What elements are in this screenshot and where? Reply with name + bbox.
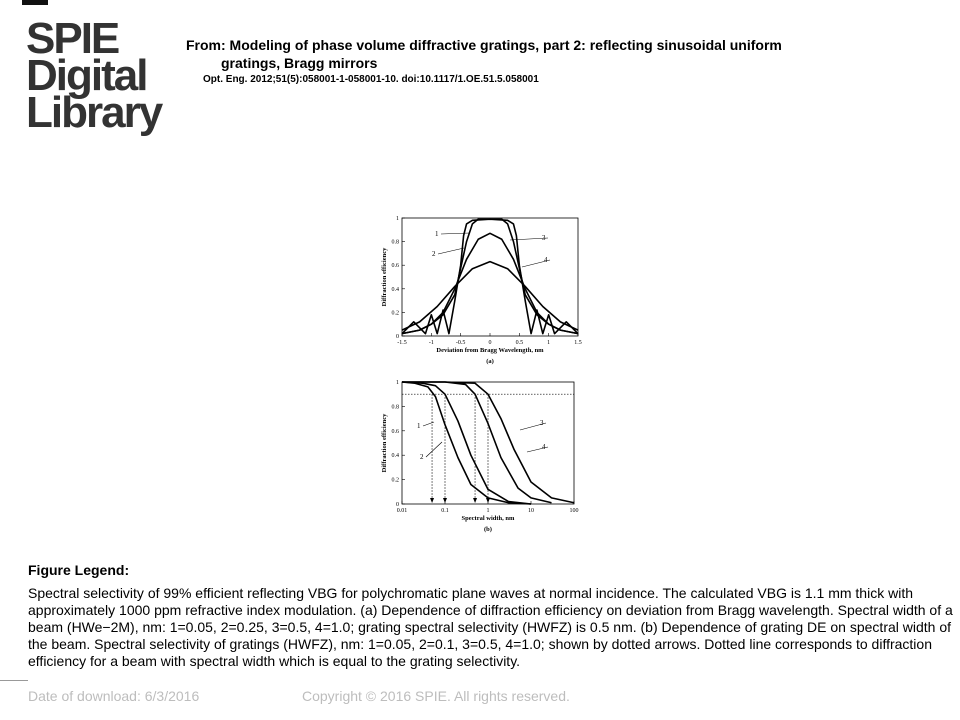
legend-text: Spectral selectivity of 99% efficient reflecting VBG for polychromatic plane waves at normal incidence. The calculated VBG is 1.1 mm thick with approximately 1000 ppm refractive index modulation. (a) Dependence of diffraction efficiency on deviation from Bragg wavelength. Spectral width of a beam (HWe−2M), nm: 1=0.05, 2=0.25, 3=0.5, 4=1.0; grating spectral selectivity (HWFZ) is 0.5 nm. (b) Dependence of grating DE on spectral width of the beam. Spectral selectivity of gratings (HWFZ), nm: 1=0.05, 2=0.1, 3=0.5, 4=1.0; shown by dotted arrows. Dotted line corresponds to diffraction efficiency for a beam with spectral width which is equal to the grating selectivity. [28, 585, 953, 669]
panel-a-y-tick-label: 0 [396, 334, 399, 340]
panel-b-panel-label: (b) [484, 526, 492, 533]
panel-b-x-tick-label: 100 [569, 508, 579, 514]
panel-a-x-tick-label: -1.5 [397, 340, 407, 346]
panel-b-curve-label-2-leader [426, 442, 442, 457]
panel-b-arrow-head [430, 498, 434, 503]
panel-b-series-3 [402, 382, 552, 503]
article-title-line-2: gratings, Bragg mirrors [221, 55, 378, 71]
panel-a-x-tick-label: 0.5 [515, 340, 524, 346]
panel-b-chart [381, 380, 579, 533]
panel-b-curve-label-2: 2 [420, 453, 424, 461]
panel-a-series-2 [402, 233, 578, 333]
panel-a-y-tick-label: 0.4 [391, 286, 399, 293]
article-title-line-1: From: Modeling of phase volume diffractive gratings, part 2: reflecting sinusoidal uniform [186, 37, 782, 53]
panel-b-y-tick-label: 1 [396, 380, 399, 386]
panel-a-x-axis-label: Deviation from Bragg Wavelength, nm [436, 347, 544, 354]
panel-b-arrow-head [443, 498, 447, 503]
panel-a-x-tick-label: 1.5 [574, 340, 582, 346]
panel-b-x-tick-label: 0.01 [396, 508, 408, 514]
panel-a-panel-label: (a) [486, 358, 494, 365]
panel-b-x-tick-label: 10 [528, 508, 534, 514]
panel-a-y-tick-label: 0.8 [391, 239, 399, 246]
citation: Opt. Eng. 2012;51(5):058001-1-058001-10. doi:10.1117/1.OE.51.5.058001 [203, 74, 539, 85]
article-title [186, 36, 886, 72]
panel-b-x-tick-label: 0.1 [441, 508, 449, 514]
legend-title: Figure Legend: [28, 562, 130, 578]
panel-a-y-tick-label: 0.2 [391, 310, 399, 317]
panel-a-curve-label-4: 4 [544, 256, 548, 264]
panel-b-curve-label-3: 3 [540, 419, 544, 427]
logo-line-2: Digital [26, 51, 147, 100]
copyright: Copyright © 2016 SPIE. All rights reserved. [302, 688, 570, 704]
figure-svg [372, 210, 588, 545]
panel-b-y-tick-label: 0.6 [391, 428, 399, 435]
panel-a-series-1 [402, 219, 578, 333]
panel-a-chart [381, 216, 582, 365]
logo-line-3: Library [26, 88, 162, 137]
footer-divider [0, 680, 28, 681]
panel-b-curve-label-4: 4 [542, 443, 546, 451]
top-accent-bar [22, 0, 48, 5]
panel-b-y-tick-label: 0.2 [391, 477, 399, 484]
panel-a-x-tick-label: 1 [547, 340, 551, 346]
panel-a-plot-frame [402, 218, 578, 336]
logo-line-1: SPIE [26, 14, 119, 63]
panel-a-y-tick-label: 1 [396, 216, 399, 222]
panel-b-x-axis-label: Spectral width, nm [461, 515, 515, 522]
panel-b-curve-label-1: 1 [417, 422, 421, 430]
panel-a-curve-label-2-leader [438, 248, 464, 254]
panel-a-x-tick-label: -1 [428, 340, 434, 346]
panel-a-curve-label-1: 1 [435, 230, 439, 238]
spie-digital-library-logo[interactable] [26, 14, 162, 137]
panel-a-y-tick-label: 0.6 [391, 263, 399, 270]
panel-a-series-3 [402, 219, 578, 333]
panel-b-y-tick-label: 0 [396, 502, 399, 508]
panel-a-curve-label-2: 2 [432, 250, 436, 258]
download-date: Date of download: 6/3/2016 [28, 688, 200, 704]
panel-a-x-tick-label: 0 [488, 340, 492, 346]
panel-b-y-tick-label: 0.4 [391, 453, 399, 460]
panel-a-x-tick-label: -0.5 [455, 340, 466, 346]
panel-b-y-axis-label: Diffraction efficiency [381, 413, 388, 473]
panel-a-curve-label-1-leader [441, 233, 470, 234]
panel-a-series-4 [402, 262, 578, 330]
panel-b-y-tick-label: 0.8 [391, 404, 399, 411]
panel-b-x-tick-label: 1 [486, 508, 490, 514]
panel-a-y-axis-label: Diffraction efficiency [381, 247, 388, 307]
figure [372, 210, 588, 545]
panel-b-arrow-head [473, 498, 477, 503]
